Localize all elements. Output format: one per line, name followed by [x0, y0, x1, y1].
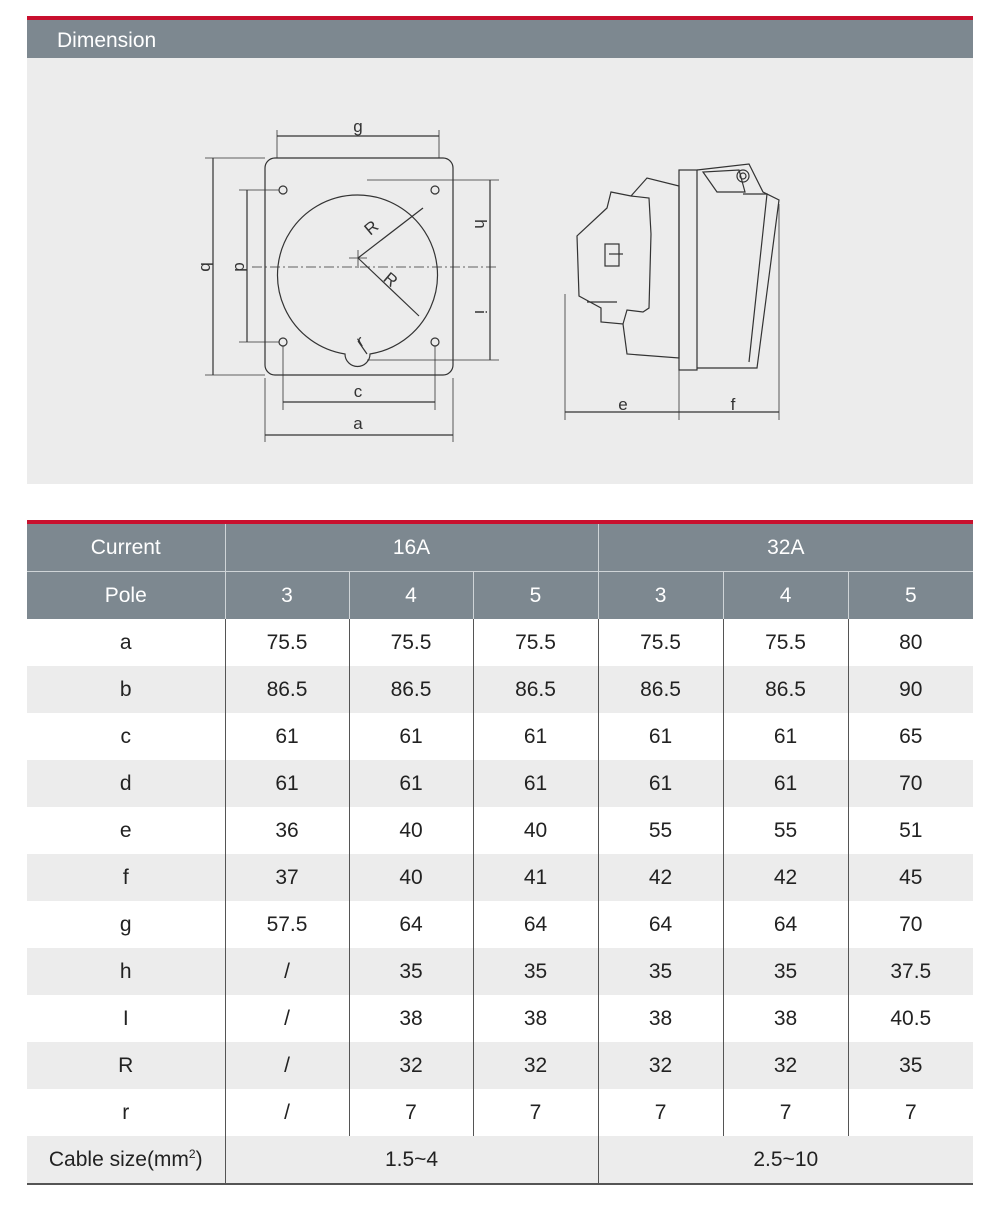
table-row [27, 807, 973, 854]
table-cell: 64 [723, 901, 848, 948]
table-cell: 7 [598, 1089, 723, 1136]
table-cell: 7 [848, 1089, 973, 1136]
table-row [27, 901, 973, 948]
current-row [27, 522, 973, 572]
dimension-table [27, 520, 973, 1185]
row-label: d [27, 760, 225, 807]
table-cell: 61 [723, 713, 848, 760]
table-cell: 38 [473, 995, 598, 1042]
table-cell: 40 [473, 807, 598, 854]
row-label: c [120, 724, 131, 748]
table-cell: 61 [473, 760, 598, 807]
table-cell: 61 [598, 760, 723, 807]
label-R-lower: R [379, 268, 402, 292]
table-row [27, 666, 973, 713]
table-cell: 86.5 [349, 666, 473, 713]
table-cell: 65 [848, 713, 973, 760]
table-cell: 61 [225, 713, 349, 760]
table-cell: 86.5 [473, 666, 598, 713]
table-cell: 42 [723, 854, 848, 901]
table-cell: 64 [349, 901, 473, 948]
pole-cell: 4 [723, 572, 848, 620]
table-cell: 75.5 [349, 619, 473, 666]
table-cell: 90 [848, 666, 973, 713]
label-i: i [471, 310, 490, 314]
table-cell: 57.5 [225, 901, 349, 948]
table-row [27, 995, 973, 1042]
table-cell: 32 [473, 1042, 598, 1089]
table-cell: / [225, 948, 349, 995]
table-cell: 55 [723, 807, 848, 854]
table-row [27, 854, 973, 901]
table-cell: 40 [349, 807, 473, 854]
table-cell: 70 [848, 901, 973, 948]
table-cell: 51 [848, 807, 973, 854]
label-g: g [353, 117, 363, 136]
table-cell: 35 [473, 948, 598, 995]
mounting-hole [279, 338, 287, 346]
label-b: b [197, 262, 216, 272]
table-cell: 32 [598, 1042, 723, 1089]
table-cell: 64 [473, 901, 598, 948]
table-cell: 86.5 [225, 666, 349, 713]
table-cell: 75.5 [598, 619, 723, 666]
table-cell: 55 [598, 807, 723, 854]
table-cell: 37 [225, 854, 349, 901]
cable-size-row [27, 1136, 973, 1184]
table-cell: 75.5 [723, 619, 848, 666]
row-label: R [27, 1042, 225, 1089]
label-a: a [353, 414, 363, 433]
pole-cell: 3 [225, 572, 349, 620]
table-row [27, 1089, 973, 1136]
mounting-hole [431, 338, 439, 346]
table-cell: 64 [598, 901, 723, 948]
dimension-title: Dimension [57, 29, 157, 52]
table-cell: 80 [848, 619, 973, 666]
cable-size-16a: 1.5~4 [225, 1136, 598, 1184]
row-label: f [27, 854, 225, 901]
pole-cell: 3 [598, 572, 723, 620]
table-cell: 7 [723, 1089, 848, 1136]
table-cell: 61 [598, 713, 723, 760]
table-cell: 38 [349, 995, 473, 1042]
label-d: d [231, 262, 250, 272]
table-cell: 86.5 [598, 666, 723, 713]
row-label: I [122, 1006, 129, 1030]
table-cell: 42 [598, 854, 723, 901]
table-cell: 35 [349, 948, 473, 995]
table-cell: 40 [349, 854, 473, 901]
label-h: h [471, 219, 490, 229]
table-cell: 35 [598, 948, 723, 995]
current-16a: 16A [225, 522, 598, 572]
table-cell: 37.5 [848, 948, 973, 995]
table-cell: 41 [473, 854, 598, 901]
mounting-hole [279, 186, 287, 194]
label-f: f [730, 395, 736, 414]
row-label: r [122, 1100, 130, 1124]
table-row [27, 619, 973, 666]
row-label: g [119, 912, 132, 936]
row-label: a [119, 630, 132, 654]
table-cell: 61 [225, 760, 349, 807]
label-R-upper: R [360, 216, 383, 240]
pole-cell: 5 [848, 572, 973, 620]
row-label: b [27, 666, 225, 713]
side-view-outline [577, 164, 779, 370]
table-cell: 35 [848, 1042, 973, 1089]
label-e: e [618, 395, 628, 414]
row-label: h [27, 948, 225, 995]
table-cell: 86.5 [723, 666, 848, 713]
table-cell: 38 [723, 995, 848, 1042]
table-cell: 38 [598, 995, 723, 1042]
cable-size-32a: 2.5~10 [598, 1136, 973, 1184]
pole-label: Pole [27, 572, 225, 620]
row-label: e [119, 818, 132, 842]
table-cell: 35 [723, 948, 848, 995]
table-cell: 32 [349, 1042, 473, 1089]
table-cell: 7 [349, 1089, 473, 1136]
table-cell: 36 [225, 807, 349, 854]
table-cell: 70 [848, 760, 973, 807]
table-row [27, 1042, 973, 1089]
cable-size-label: Cable $size(mm^2)$ [27, 1136, 225, 1184]
mounting-hole [431, 186, 439, 194]
table-cell: / [225, 1042, 349, 1089]
table-cell: 61 [349, 713, 473, 760]
table-cell: 40.5 [848, 995, 973, 1042]
current-32a: 32A [598, 522, 973, 572]
table-row [27, 713, 973, 760]
table-row [27, 760, 973, 807]
table-cell: 75.5 [473, 619, 598, 666]
table-cell: 75.5 [225, 619, 349, 666]
pole-cell: 4 [349, 572, 473, 620]
table-cell: 45 [848, 854, 973, 901]
table-cell: / [225, 995, 349, 1042]
table-cell: 61 [723, 760, 848, 807]
label-c: c [353, 382, 363, 401]
table-cell: 7 [473, 1089, 598, 1136]
table-cell: 61 [473, 713, 598, 760]
dimension-drawing [27, 58, 973, 484]
label-r: r [353, 331, 368, 351]
dimension-diagram [27, 58, 973, 484]
table-cell: 61 [349, 760, 473, 807]
table-cell: 32 [723, 1042, 848, 1089]
pole-cell: 5 [473, 572, 598, 620]
current-label: Current [27, 522, 225, 572]
pole-row [27, 572, 973, 620]
table-row [27, 948, 973, 995]
table-cell: / [225, 1089, 349, 1136]
dimension-header [27, 16, 973, 58]
